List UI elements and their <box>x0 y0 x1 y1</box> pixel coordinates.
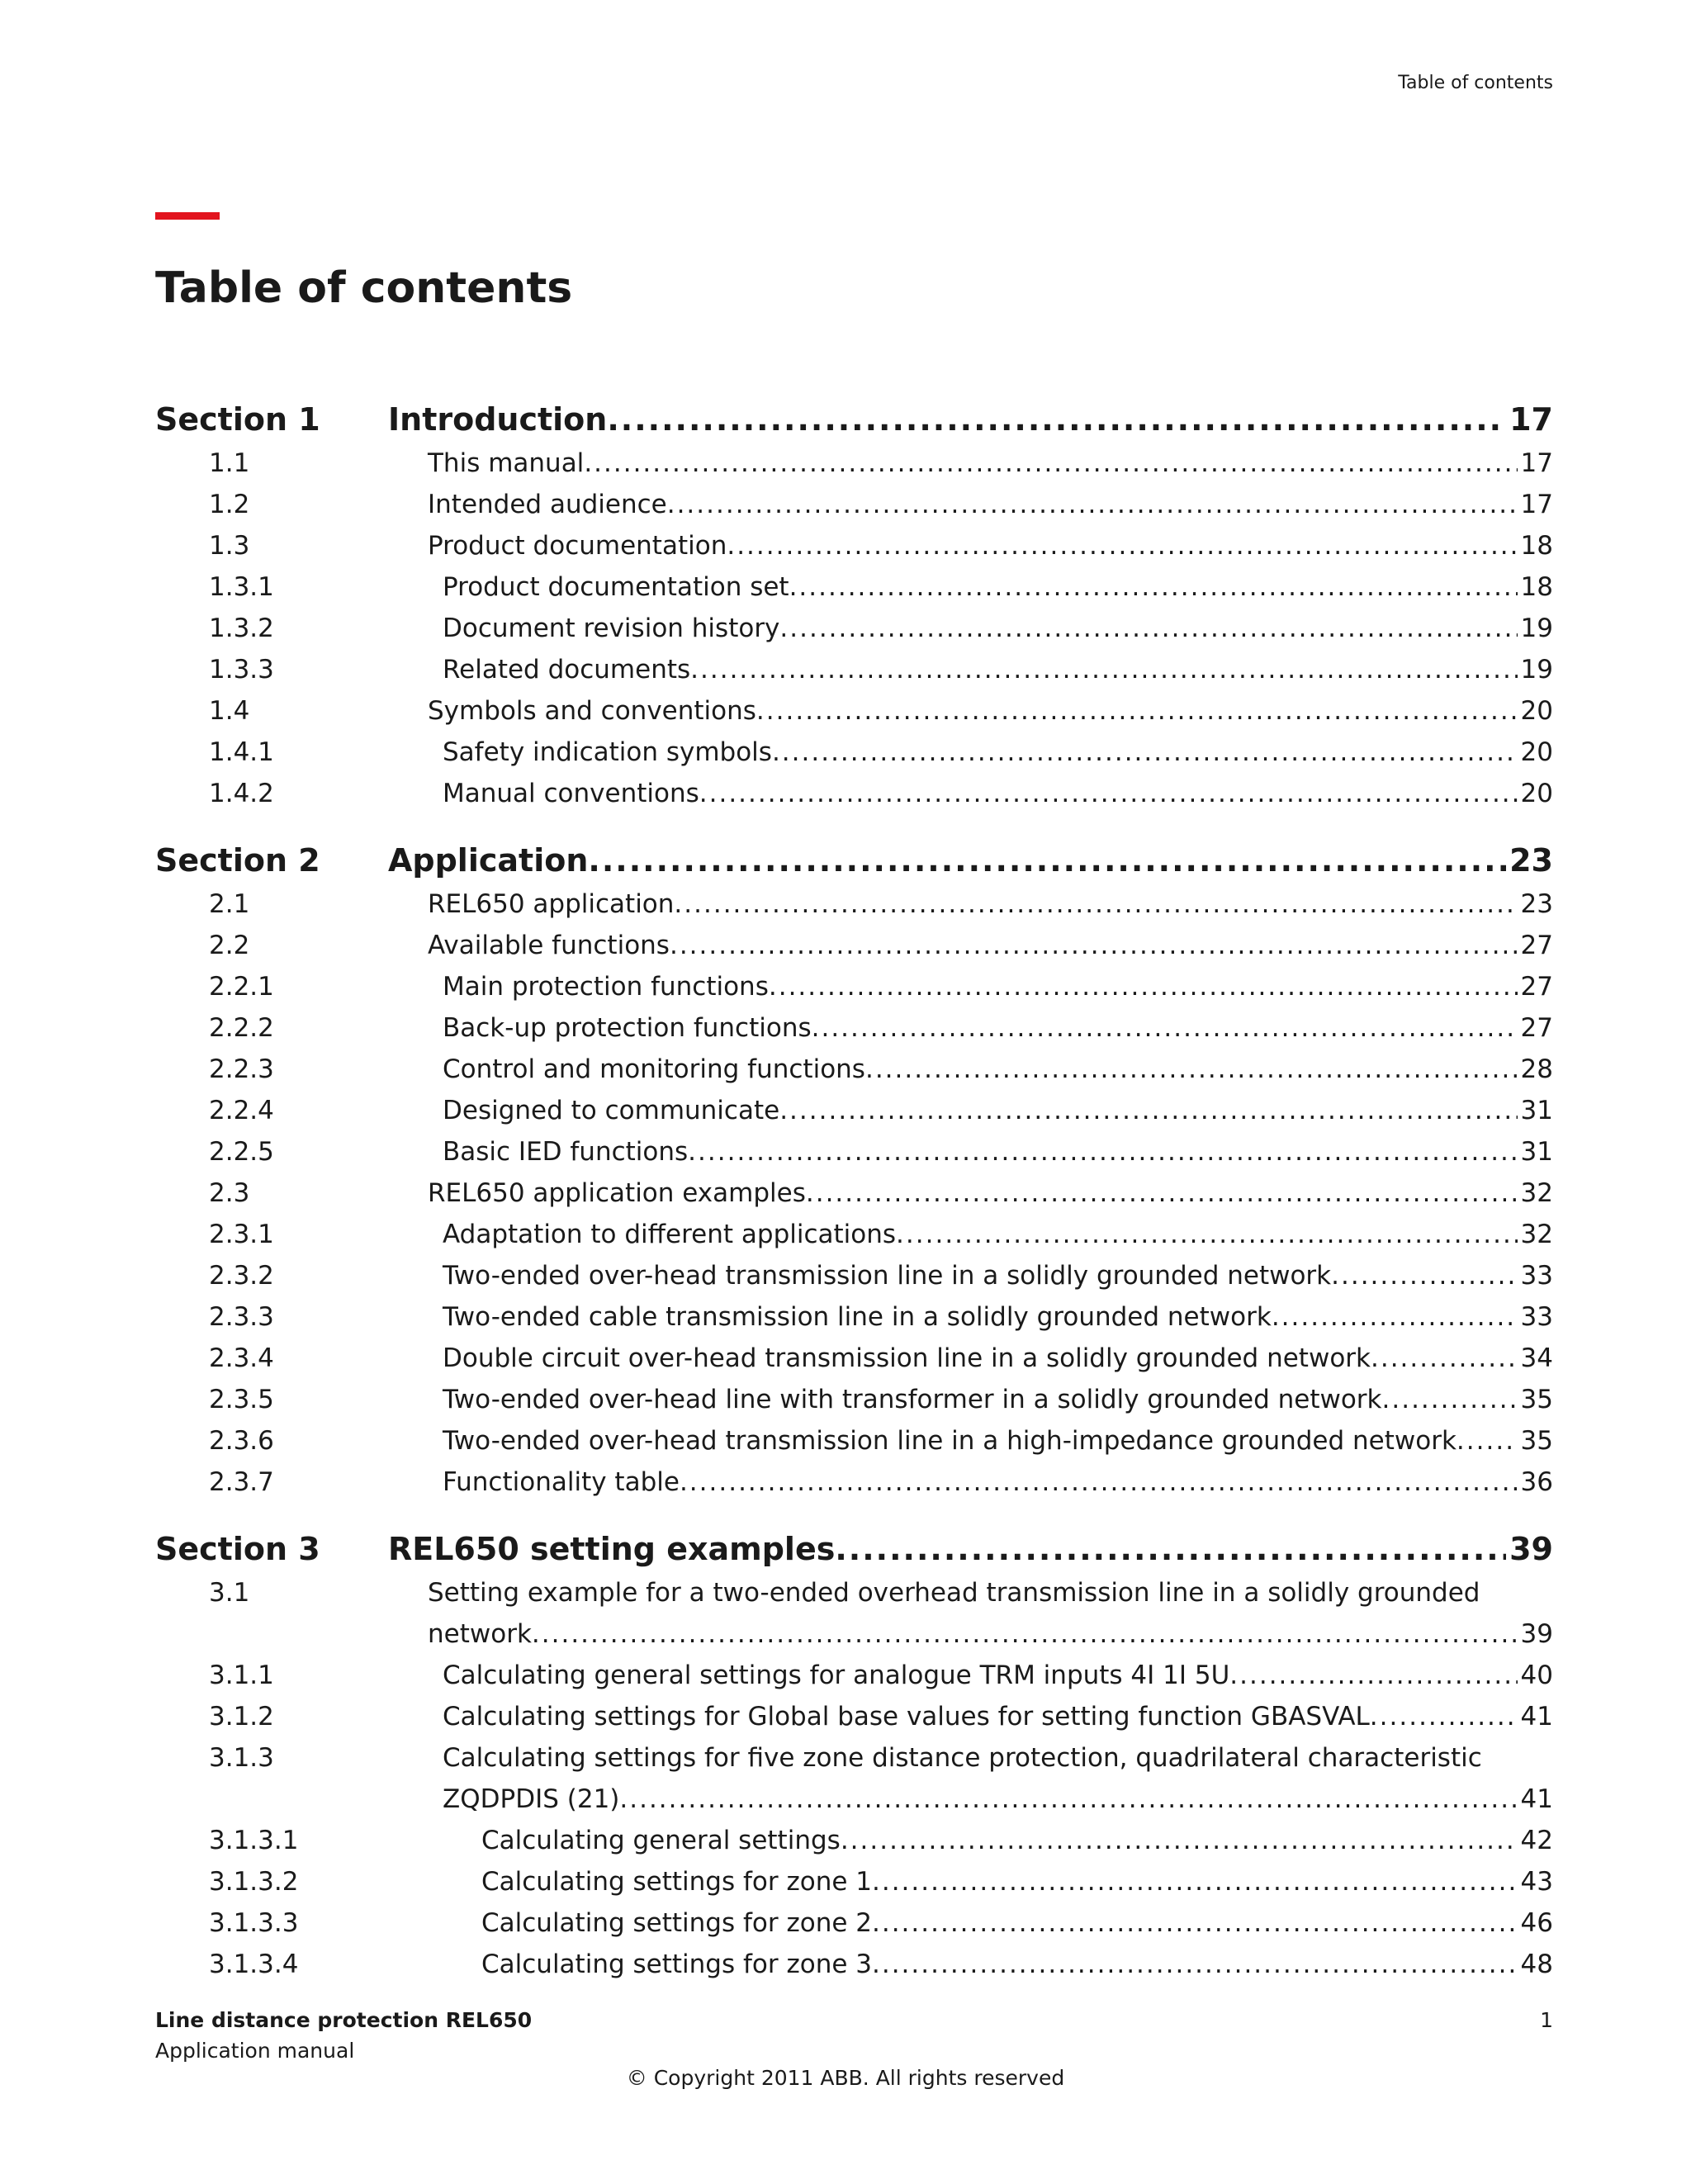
toc-entry-title: Two-ended over-head transmission line in a high-impedance grounded network <box>443 1426 1457 1456</box>
toc-entry-number: 2.2.2 <box>209 1013 274 1043</box>
toc-leader-dots <box>865 1049 1518 1090</box>
toc-leader-dots <box>690 649 1517 690</box>
toc-leader-dots <box>896 1214 1518 1255</box>
toc-entry-number: 1.3 <box>209 531 250 561</box>
toc-entry-number: 2.3.7 <box>209 1467 274 1497</box>
toc-page-number: 46 <box>1520 1908 1553 1938</box>
toc-leader-dots <box>779 1090 1517 1131</box>
table-of-contents <box>155 396 1553 2008</box>
toc-entry-title: Safety indication symbols <box>443 737 772 767</box>
toc-leader-dots <box>607 396 1506 443</box>
toc-entry-title: REL650 application <box>428 889 675 919</box>
toc-entry-title-cont: network <box>428 1619 532 1649</box>
toc-page-number: 17 <box>1509 401 1553 438</box>
footer-manual-name: Application manual <box>155 2039 355 2063</box>
toc-leader-dots <box>835 1526 1506 1572</box>
toc-leader-dots <box>872 1944 1518 1985</box>
toc-entry-title: Calculating general settings <box>481 1826 841 1855</box>
copyright: © Copyright 2011 ABB. All rights reserved <box>626 2066 1065 2090</box>
toc-leader-dots <box>1331 1255 1517 1296</box>
toc-leader-dots <box>1382 1379 1518 1420</box>
toc-page-number: 18 <box>1520 531 1553 561</box>
toc-page-number: 39 <box>1509 1531 1553 1567</box>
toc-entry-number: 3.1.3 <box>209 1743 274 1773</box>
toc-page-number: 42 <box>1520 1826 1553 1855</box>
toc-entry-title: Basic IED functions <box>443 1137 689 1167</box>
toc-leader-dots <box>619 1779 1517 1820</box>
toc-leader-dots <box>1370 1696 1518 1737</box>
toc-page-number: 18 <box>1520 572 1553 602</box>
toc-entry[interactable] <box>155 1820 1553 1861</box>
toc-page-number: 33 <box>1520 1302 1553 1332</box>
toc-section-heading[interactable] <box>155 1526 1553 1572</box>
toc-entry-title: Product documentation <box>428 531 727 561</box>
toc-entry-title: Calculating general settings for analogue TRM inputs 4I 1I 5U <box>443 1661 1230 1690</box>
toc-page-number: 36 <box>1520 1467 1553 1497</box>
toc-entry-number: 3.1.1 <box>209 1661 274 1690</box>
toc-leader-dots <box>756 690 1518 732</box>
toc-entry[interactable] <box>155 690 1553 732</box>
toc-entry[interactable] <box>155 1944 1553 1985</box>
toc-entry[interactable] <box>155 1379 1553 1420</box>
toc-entry-number: 2.2.5 <box>209 1137 274 1167</box>
toc-entry-number: 2.3.1 <box>209 1220 274 1249</box>
toc-entry[interactable] <box>155 1696 1553 1737</box>
toc-entry-title: Calculating settings for zone 3 <box>481 1949 872 1979</box>
toc-page-number: 23 <box>1520 889 1553 919</box>
toc-page-number: 40 <box>1520 1661 1553 1690</box>
toc-page-number: 28 <box>1520 1054 1553 1084</box>
toc-section <box>155 837 1553 1503</box>
toc-page-number: 41 <box>1520 1784 1553 1814</box>
toc-entry-number: 2.1 <box>209 889 250 919</box>
toc-leader-dots <box>699 773 1518 814</box>
toc-entry-title: Calculating settings for Global base values for setting function GBASVAL <box>443 1702 1370 1732</box>
toc-entry-title: Calculating settings for zone 1 <box>481 1867 872 1897</box>
toc-entry[interactable] <box>155 484 1553 525</box>
toc-entry-title: Functionality table <box>443 1467 680 1497</box>
toc-entry[interactable] <box>155 773 1553 814</box>
toc-entry[interactable] <box>155 1173 1553 1214</box>
toc-entry[interactable] <box>155 1296 1553 1338</box>
toc-section-title: REL650 setting examples <box>388 1531 836 1567</box>
toc-entry-number: 3.1.2 <box>209 1702 274 1732</box>
toc-entry-title: Back-up protection functions <box>443 1013 812 1043</box>
toc-entry[interactable] <box>155 1737 1553 1820</box>
toc-entry[interactable] <box>155 1902 1553 1944</box>
toc-page-number: 35 <box>1520 1426 1553 1456</box>
toc-entry-number: 2.2.1 <box>209 972 274 1002</box>
toc-leader-dots <box>532 1613 1518 1655</box>
page-title: Table of contents <box>155 263 573 313</box>
toc-entry[interactable] <box>155 443 1553 484</box>
toc-entry-number: 2.2.3 <box>209 1054 274 1084</box>
toc-entry-title: Main protection functions <box>443 972 769 1002</box>
toc-entry-title: Two-ended over-head transmission line in a solidly grounded network <box>443 1261 1332 1291</box>
toc-page-number: 27 <box>1520 931 1553 960</box>
toc-entry-title: Control and monitoring functions <box>443 1054 865 1084</box>
toc-entry-number: 3.1 <box>209 1578 250 1608</box>
toc-page-number: 31 <box>1520 1137 1553 1167</box>
toc-entry[interactable] <box>155 884 1553 925</box>
toc-page-number: 32 <box>1520 1220 1553 1249</box>
accent-bar <box>155 212 220 220</box>
toc-entry-title: REL650 application examples <box>428 1178 806 1208</box>
toc-entry-title: Intended audience <box>428 490 667 519</box>
toc-entry[interactable] <box>155 1090 1553 1131</box>
toc-leader-dots <box>772 732 1518 773</box>
toc-page-number: 17 <box>1520 448 1553 478</box>
toc-leader-dots <box>674 884 1517 925</box>
toc-entry-number: 3.1.3.2 <box>209 1867 299 1897</box>
toc-entry-number: 1.3.3 <box>209 655 274 685</box>
toc-page-number: 19 <box>1520 614 1553 643</box>
toc-leader-dots <box>688 1131 1517 1173</box>
toc-leader-dots <box>1457 1420 1518 1462</box>
toc-leader-dots <box>667 484 1518 525</box>
toc-leader-dots <box>872 1861 1518 1902</box>
toc-entry-number: 3.1.3.4 <box>209 1949 299 1979</box>
toc-leader-dots <box>727 525 1517 566</box>
toc-page-number: 19 <box>1520 655 1553 685</box>
toc-entry[interactable] <box>155 566 1553 608</box>
footer-product-info <box>155 2005 532 2066</box>
toc-page-number: 20 <box>1520 696 1553 726</box>
toc-entry-number: 1.3.1 <box>209 572 274 602</box>
toc-entry-number: 3.1.3.3 <box>209 1908 299 1938</box>
toc-entry-title: Available functions <box>428 931 670 960</box>
toc-entry[interactable] <box>155 732 1553 773</box>
toc-entry[interactable] <box>155 1861 1553 1902</box>
toc-entry[interactable] <box>155 1007 1553 1049</box>
toc-entry[interactable] <box>155 1131 1553 1173</box>
toc-entry-title: Related documents <box>443 655 691 685</box>
toc-page-number: 43 <box>1520 1867 1553 1897</box>
toc-entry-title: Setting example for a two-ended overhead transmission line in a solidly grounded <box>428 1578 1480 1608</box>
toc-leader-dots <box>588 837 1506 884</box>
toc-entry-title: Double circuit over-head transmission line in a solidly grounded network <box>443 1343 1371 1373</box>
toc-entry[interactable] <box>155 649 1553 690</box>
toc-page-number: 27 <box>1520 972 1553 1002</box>
toc-entry-title: Manual conventions <box>443 779 699 808</box>
toc-entry-number: 2.3.5 <box>209 1385 274 1414</box>
toc-page-number: 20 <box>1520 779 1553 808</box>
toc-entry-number: 1.4.2 <box>209 779 274 808</box>
toc-entry-title: Adaptation to different applications <box>443 1220 897 1249</box>
toc-page-number: 48 <box>1520 1949 1553 1979</box>
toc-entry-number: 1.4 <box>209 696 250 726</box>
toc-section-title: Application <box>388 842 589 879</box>
toc-entry-title: Designed to communicate <box>443 1096 780 1125</box>
toc-page-number: 23 <box>1509 842 1553 879</box>
toc-page-number: 32 <box>1520 1178 1553 1208</box>
toc-entry-number: 3.1.3.1 <box>209 1826 299 1855</box>
toc-entry-title: Calculating settings for zone 2 <box>481 1908 872 1938</box>
toc-leader-dots <box>769 966 1518 1007</box>
toc-page-number: 33 <box>1520 1261 1553 1291</box>
toc-entry[interactable] <box>155 925 1553 966</box>
toc-page-number: 39 <box>1520 1619 1553 1649</box>
toc-section <box>155 1526 1553 1985</box>
toc-section-number: Section 3 <box>155 1531 320 1567</box>
toc-page-number: 27 <box>1520 1013 1553 1043</box>
toc-section <box>155 396 1553 814</box>
toc-entry[interactable] <box>155 525 1553 566</box>
toc-entry[interactable] <box>155 966 1553 1007</box>
toc-entry[interactable] <box>155 1655 1553 1696</box>
toc-leader-dots <box>1371 1338 1518 1379</box>
toc-entry-number: 2.2.4 <box>209 1096 274 1125</box>
toc-leader-dots <box>1229 1655 1517 1696</box>
toc-entry-number: 2.3.2 <box>209 1261 274 1291</box>
toc-entry-number: 1.3.2 <box>209 614 274 643</box>
toc-entry-title: Symbols and conventions <box>428 696 756 726</box>
toc-entry-number: 1.4.1 <box>209 737 274 767</box>
footer-product-name: Line distance protection REL650 <box>155 2008 533 2032</box>
toc-leader-dots <box>841 1820 1518 1861</box>
toc-leader-dots <box>1272 1296 1518 1338</box>
toc-leader-dots <box>872 1902 1518 1944</box>
toc-entry[interactable] <box>155 1338 1553 1379</box>
toc-entry-number: 2.3.4 <box>209 1343 274 1373</box>
toc-leader-dots <box>670 925 1518 966</box>
toc-section-title: Introduction <box>388 401 608 438</box>
toc-entry[interactable] <box>155 1214 1553 1255</box>
toc-entry-title: Two-ended cable transmission line in a solidly grounded network <box>443 1302 1272 1332</box>
toc-entry-title: Product documentation set <box>443 572 789 602</box>
toc-section-number: Section 1 <box>155 401 320 438</box>
toc-entry-title: This manual <box>428 448 585 478</box>
toc-entry[interactable] <box>155 1572 1553 1655</box>
toc-entry-number: 1.2 <box>209 490 250 519</box>
toc-leader-dots <box>812 1007 1518 1049</box>
toc-leader-dots <box>806 1173 1518 1214</box>
toc-entry[interactable] <box>155 1255 1553 1296</box>
toc-leader-dots <box>680 1462 1518 1503</box>
toc-entry[interactable] <box>155 1049 1553 1090</box>
toc-section-heading[interactable] <box>155 396 1553 443</box>
toc-entry-number: 2.3.3 <box>209 1302 274 1332</box>
toc-page-number: 34 <box>1520 1343 1553 1373</box>
toc-leader-dots <box>779 608 1517 649</box>
toc-entry[interactable] <box>155 608 1553 649</box>
toc-page-number: 17 <box>1520 490 1553 519</box>
toc-leader-dots <box>584 443 1517 484</box>
toc-page-number: 35 <box>1520 1385 1553 1414</box>
toc-entry-title: Two-ended over-head line with transformer in a solidly grounded network <box>443 1385 1382 1414</box>
toc-page-number: 41 <box>1520 1702 1553 1732</box>
toc-page-number: 20 <box>1520 737 1553 767</box>
toc-entry-number: 2.3 <box>209 1178 250 1208</box>
toc-leader-dots <box>789 566 1518 608</box>
toc-entry[interactable] <box>155 1462 1553 1503</box>
toc-entry-title: Document revision history <box>443 614 780 643</box>
toc-page-number: 31 <box>1520 1096 1553 1125</box>
toc-entry-number: 2.3.6 <box>209 1426 274 1456</box>
footer-page-number: 1 <box>1540 2008 1553 2032</box>
toc-section-heading[interactable] <box>155 837 1553 884</box>
toc-entry-number: 1.1 <box>209 448 250 478</box>
toc-entry-title-cont: ZQDPDIS (21) <box>443 1784 620 1814</box>
running-head: Table of contents <box>1398 73 1553 93</box>
toc-entry[interactable] <box>155 1420 1553 1462</box>
toc-entry-number: 2.2 <box>209 931 250 960</box>
toc-section-number: Section 2 <box>155 842 320 879</box>
toc-entry-title: Calculating settings for five zone distance protection, quadrilateral characteristic <box>443 1743 1482 1773</box>
